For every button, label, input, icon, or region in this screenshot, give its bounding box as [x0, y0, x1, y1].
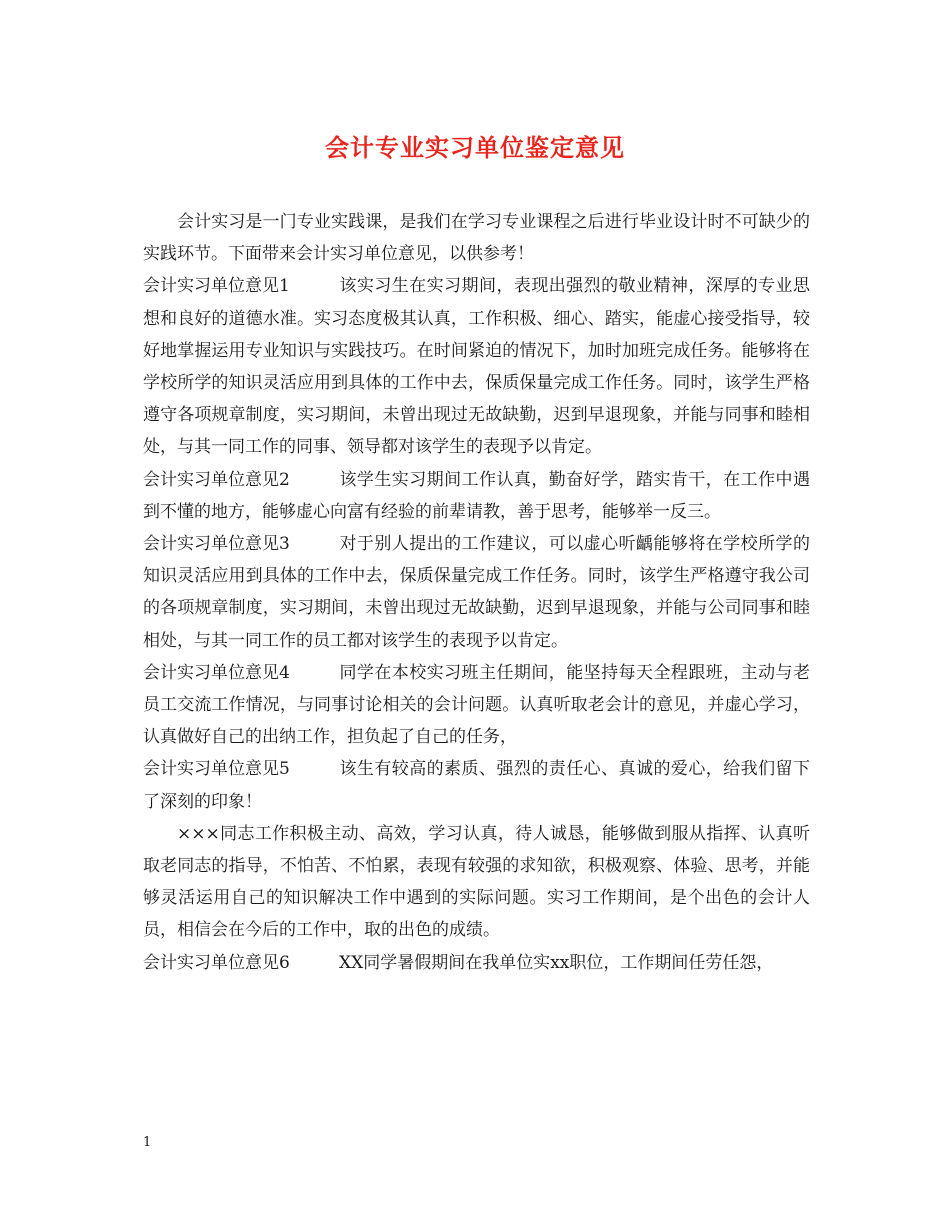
opinion-paragraph-4	[143, 657, 810, 754]
opinion-paragraph-6	[143, 947, 810, 979]
opinion-text-4: 同学在本校实习班主任期间，能坚持每天全程跟班，主动与老员工交流工作情况，与同事讨论相关的会计问题。认真听取老会计的意见，并虚心学习，认真做好自己的出纳工作，担负起了自己的任务，	[143, 662, 810, 748]
opinion-label-3: 会计实习单位意见3	[143, 534, 290, 555]
evaluation-paragraph: ×××同志工作积极主动、高效，学习认真，待人诚恳，能够做到服从指挥、认真听取老同志的指导，不怕苦、不怕累，表现有较强的求知欲，积极观察、体验、思考，并能够灵活运用自己的知识解决工作中遇到的实际问题。实习工作期间，是个出色的会计人员，相信会在今后的工作中，取的出色的成绩。	[143, 823, 810, 941]
opinion-paragraph-1	[143, 270, 810, 463]
opinion-text-6: XX同学暑假期间在我单位实xx职位，工作期间任劳任怨，	[339, 952, 774, 973]
intro-paragraph: 会计实习是一门专业实践课，是我们在学习专业课程之后进行毕业设计时不可缺少的实践环节。下面带来会计实习单位意见，以供参考！	[143, 212, 810, 265]
opinion-paragraph-5	[143, 753, 810, 817]
document-title: 会计专业实习单位鉴定意见	[325, 133, 625, 162]
opinion-text-1: 该实习生在实习期间，表现出强烈的敬业精神，深厚的专业思想和良好的道德水准。实习态度极其认真，工作积极、细心、踏实，能虚心接受指导，较好地掌握运用专业知识与实践技巧。在时间紧迫的情况下，加时加班完成任务。能够将在学校所学的知识灵活应用到具体的工作中去，保质保量完成工作任务。同时，该学生严格遵守各项规章制度，实习期间，未曾出现过无故缺勤，迟到早退现象，并能与同事和睦相处，与其一同工作的同事、领导都对该学生的表现予以肯定。	[143, 276, 810, 458]
page-number: 1	[143, 1135, 152, 1150]
opinion-label-1: 会计实习单位意见1	[143, 276, 290, 297]
opinion-text-3: 对于别人提出的工作建议，可以虚心听齲能够将在学校所学的知识灵活应用到具体的工作中去，保质保量完成工作任务。同时，该学生严格遵守我公司的各项规章制度，实习期间，未曾出现过无故缺勤，迟到早退现象，并能与公司同事和睦相处，与其一同工作的员工都对该学生的表现予以肯定。	[143, 534, 810, 651]
opinion-paragraph-3	[143, 528, 810, 657]
opinion-text-5: 该生有较高的素质、强烈的责任心、真诚的爱心，给我们留下了深刻的印象！	[143, 759, 810, 812]
opinion-label-5: 会计实习单位意见5	[143, 759, 290, 780]
opinion-label-2: 会计实习单位意见2	[143, 469, 290, 490]
opinion-paragraph-2	[143, 464, 810, 528]
opinion-text-2: 该学生实习期间工作认真，勤奋好学，踏实肯干，在工作中遇到不懂的地方，能够虚心向富有经验的前辈请教，善于思考，能够举一反三。	[143, 469, 810, 522]
opinion-label-4: 会计实习单位意见4	[143, 662, 290, 683]
opinion-label-6: 会计实习单位意见6	[143, 952, 290, 973]
document-body	[143, 206, 810, 979]
